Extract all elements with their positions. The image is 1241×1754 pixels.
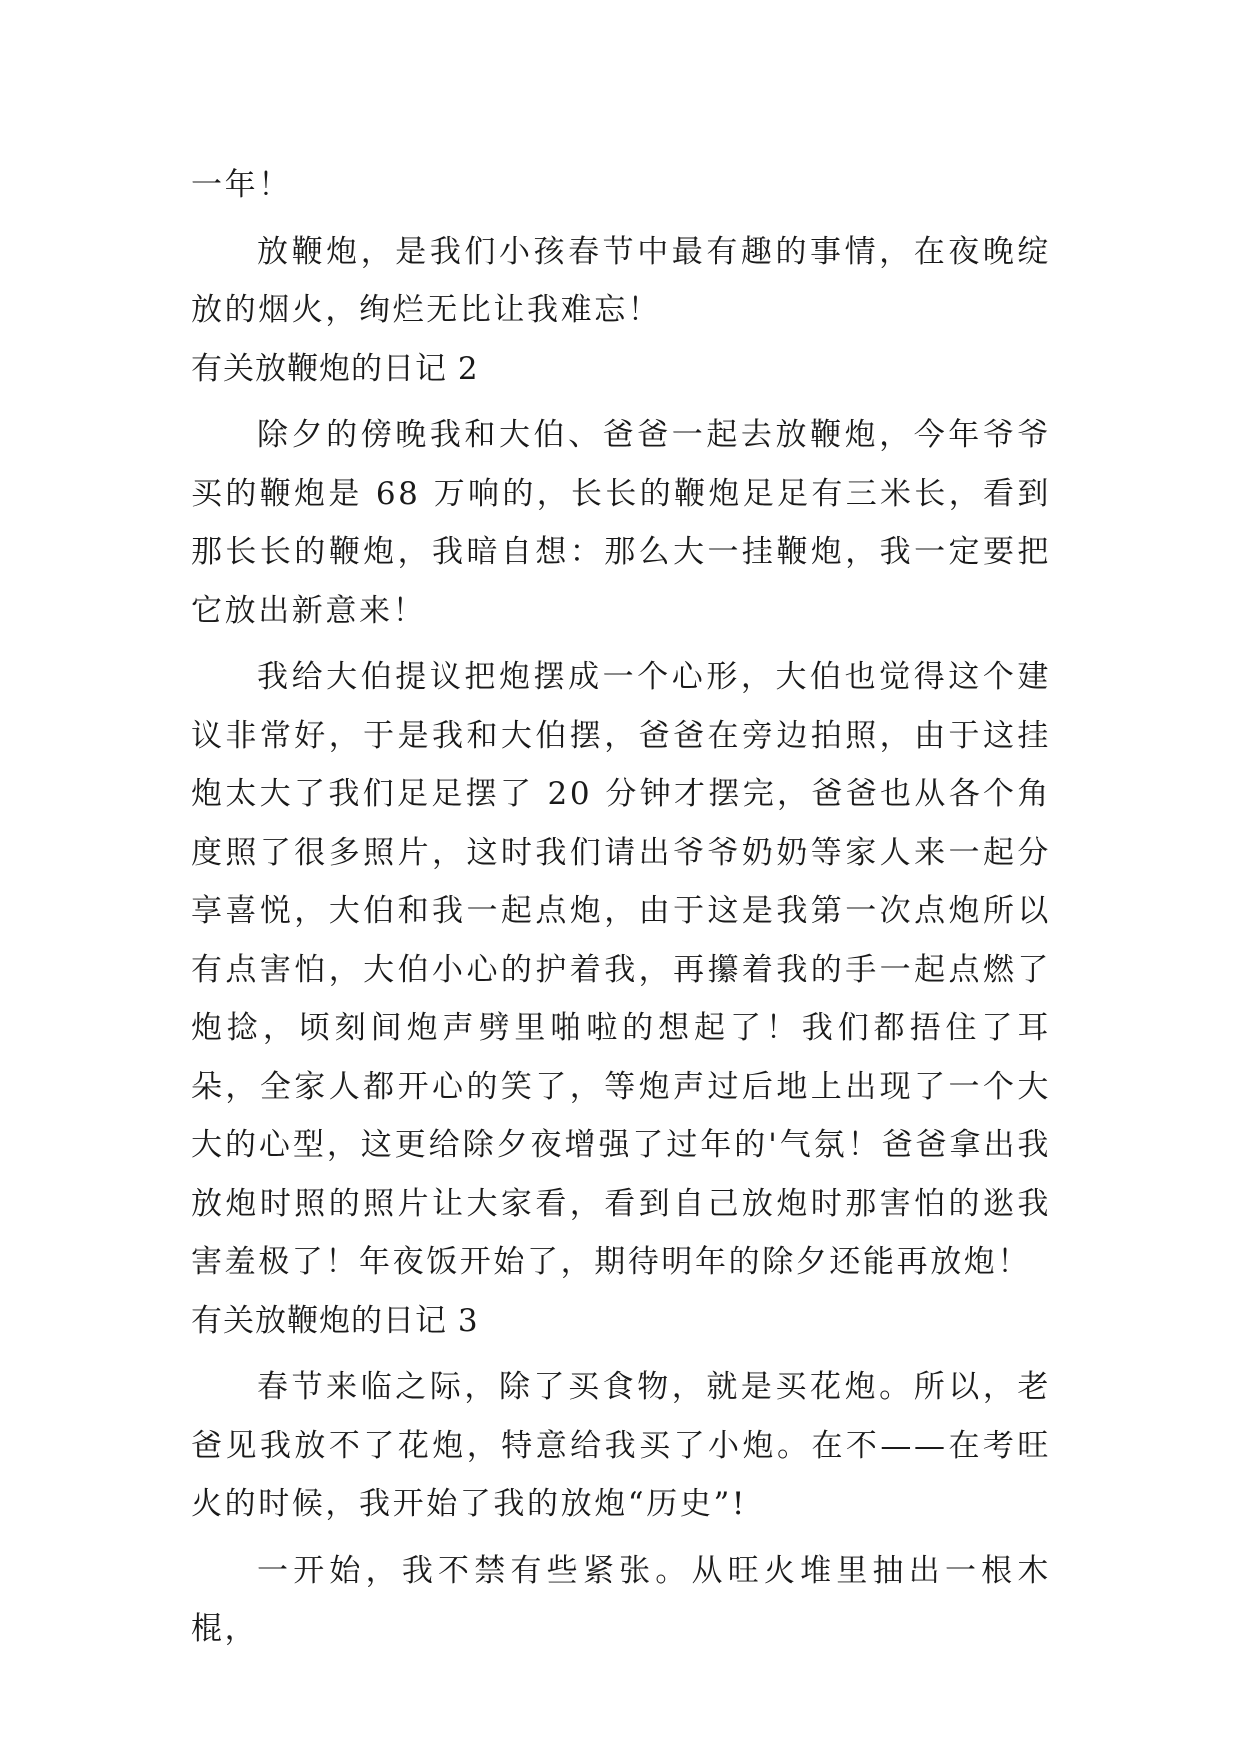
paragraph: 一年！: [191, 167, 292, 203]
paragraph: 春节来临之际，除了买食物，就是买花炮。所以，老爸见我放不了花炮，特意给我买了小炮。在不——在考旺火的时候，我开始了我的放炮“历史”!: [191, 1369, 1051, 1522]
paragraph: 放鞭炮，是我们小孩春节中最有趣的事情，在夜晚绽放的烟火，绚烂无比让我难忘！: [191, 233, 1051, 328]
section-heading: 有关放鞭炮的日记 3: [191, 1302, 479, 1339]
section-heading: 有关放鞭炮的日记 2: [191, 350, 479, 387]
paragraph: 我给大伯提议把炮摆成一个心形，大伯也觉得这个建议非常好，于是我和大伯摆，爸爸在旁边拍照，由于这挂炮太大了我们足足摆了 20 分钟才摆完，爸爸也从各个角度照了很多照片，这时我们请出爷爷奶奶等家人来一起分享喜悦，大伯和我一起点炮，由于这是我第一次点炮所以有点害怕，大伯小心的护着我，再攥着我的手一起点燃了炮捻，顷刻间炮声劈里啪啦的想起了！我们都捂住了耳朵，全家人都开心的笑了，等炮声过后地上出现了一个大大的心型，这更给除夕夜增强了过年的'气氛！爸爸拿出我放炮时照的照片让大家看，看到自己放炮时那害怕的逖我害羞极了！年夜饭开始了，期待明年的除夕还能再放炮！: [191, 659, 1051, 1280]
document-body: [191, 156, 1051, 1659]
paragraph: 一开始，我不禁有些紧张。从旺火堆里抽出一根木棍，: [191, 1552, 1051, 1647]
paragraph: 除夕的傍晚我和大伯、爸爸一起去放鞭炮，今年爷爷买的鞭炮是 68 万响的，长长的鞭炮足足有三米长，看到那长长的鞭炮，我暗自想：那么大一挂鞭炮，我一定要把它放出新意来！: [191, 417, 1051, 629]
